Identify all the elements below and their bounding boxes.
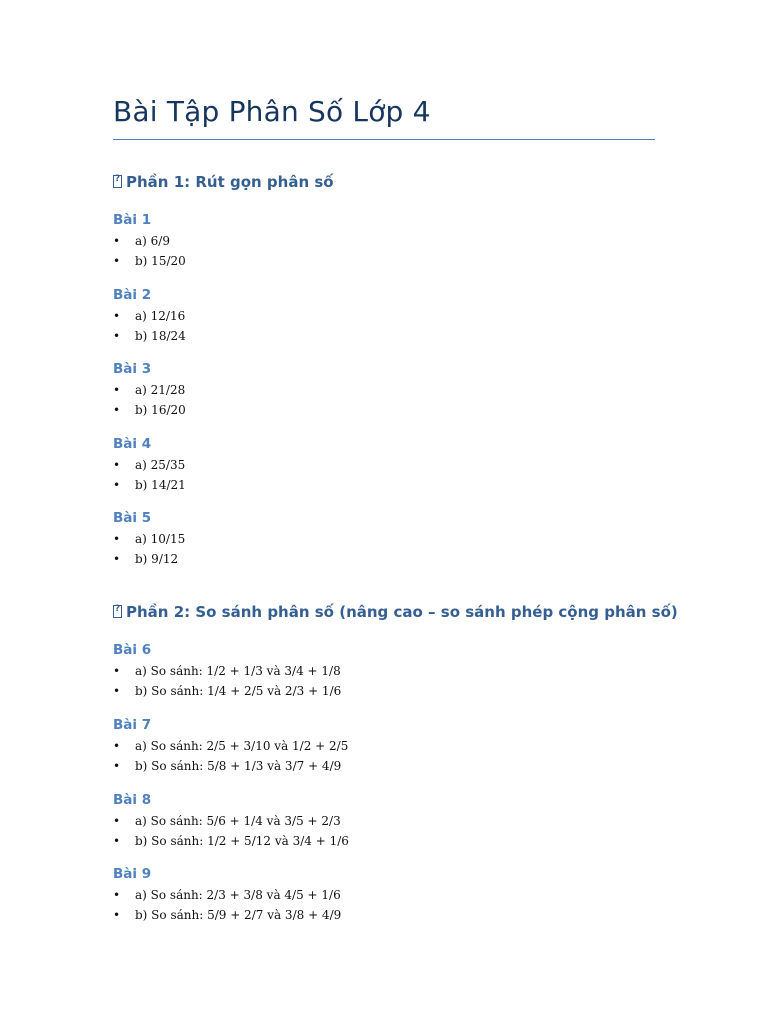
- exercise-bai-8: [113, 790, 673, 851]
- bullet-icon: •: [113, 833, 121, 848]
- section-heading-text: Phần 1: Rút gọn phân số: [126, 173, 334, 191]
- list-item: • a) 21/28: [113, 381, 673, 401]
- list-item: • a) 25/35: [113, 456, 673, 476]
- list-item: • a) So sánh: 5/6 + 1/4 và 3/5 + 2/3: [113, 812, 673, 832]
- bullet-icon: •: [113, 253, 121, 268]
- missing-glyph-icon: [113, 605, 122, 618]
- bullet-icon: •: [113, 739, 121, 753]
- list-item: • b) So sánh: 1/4 + 2/5 và 2/3 + 1/6: [113, 682, 673, 702]
- bullet-icon: •: [113, 477, 121, 492]
- bullet-icon: •: [113, 758, 121, 773]
- bullet-icon: •: [113, 532, 121, 546]
- section-heading-text: Phần 2: So sánh phân số (nâng cao – so sánh phép cộng phân số): [126, 603, 678, 621]
- list-item: • b) So sánh: 5/9 + 2/7 và 3/8 + 4/9: [113, 906, 673, 926]
- title-divider: [113, 139, 655, 140]
- exercise-bai-9: [113, 864, 673, 925]
- bullet-icon: •: [113, 234, 121, 248]
- bullet-icon: •: [113, 402, 121, 417]
- exercise-bai-3: [113, 359, 673, 420]
- list-item: • a) So sánh: 1/2 + 1/3 và 3/4 + 1/8: [113, 662, 673, 682]
- bullet-icon: •: [113, 328, 121, 343]
- missing-glyph-icon: [113, 175, 122, 188]
- list-item: • b) So sánh: 1/2 + 5/12 và 3/4 + 1/6: [113, 832, 673, 852]
- bullet-icon: •: [113, 907, 121, 922]
- exercise-bai-1: [113, 210, 673, 271]
- exercise-bai-4: [113, 434, 673, 495]
- page-title: Bài Tập Phân Số Lớp 4: [113, 95, 431, 128]
- exercise-title: Bài 2: [113, 287, 152, 303]
- exercise-title: Bài 6: [113, 642, 152, 658]
- list-item: • b) 9/12: [113, 550, 673, 570]
- list-item: • a) So sánh: 2/5 + 3/10 và 1/2 + 2/5: [113, 737, 673, 757]
- list-item: • b) 15/20: [113, 252, 673, 272]
- list-item: • a) So sánh: 2/3 + 3/8 và 4/5 + 1/6: [113, 886, 673, 906]
- bullet-icon: •: [113, 683, 121, 698]
- bullet-icon: •: [113, 458, 121, 472]
- section-heading-part-1: [113, 173, 334, 191]
- exercise-title: Bài 7: [113, 717, 152, 733]
- exercise-title: Bài 1: [113, 212, 152, 228]
- exercise-title: Bài 9: [113, 866, 152, 882]
- list-item: • b) 16/20: [113, 401, 673, 421]
- bullet-icon: •: [113, 814, 121, 828]
- exercise-title: Bài 4: [113, 436, 152, 452]
- bullet-icon: •: [113, 551, 121, 566]
- list-item: • b) 18/24: [113, 327, 673, 347]
- exercise-bai-7: [113, 715, 673, 776]
- list-item: • a) 10/15: [113, 530, 673, 550]
- exercise-bai-6: [113, 640, 673, 701]
- bullet-icon: •: [113, 888, 121, 902]
- list-item: • a) 6/9: [113, 232, 673, 252]
- exercise-bai-5: [113, 508, 673, 569]
- list-item: • b) So sánh: 5/8 + 1/3 và 3/7 + 4/9: [113, 757, 673, 777]
- section-heading-part-2: [113, 603, 678, 621]
- bullet-icon: •: [113, 383, 121, 397]
- bullet-icon: •: [113, 309, 121, 323]
- bullet-icon: •: [113, 664, 121, 678]
- exercise-title: Bài 3: [113, 361, 152, 377]
- exercise-title: Bài 5: [113, 510, 152, 526]
- list-item: • a) 12/16: [113, 307, 673, 327]
- exercise-bai-2: [113, 285, 673, 346]
- list-item: • b) 14/21: [113, 476, 673, 496]
- exercise-title: Bài 8: [113, 792, 152, 808]
